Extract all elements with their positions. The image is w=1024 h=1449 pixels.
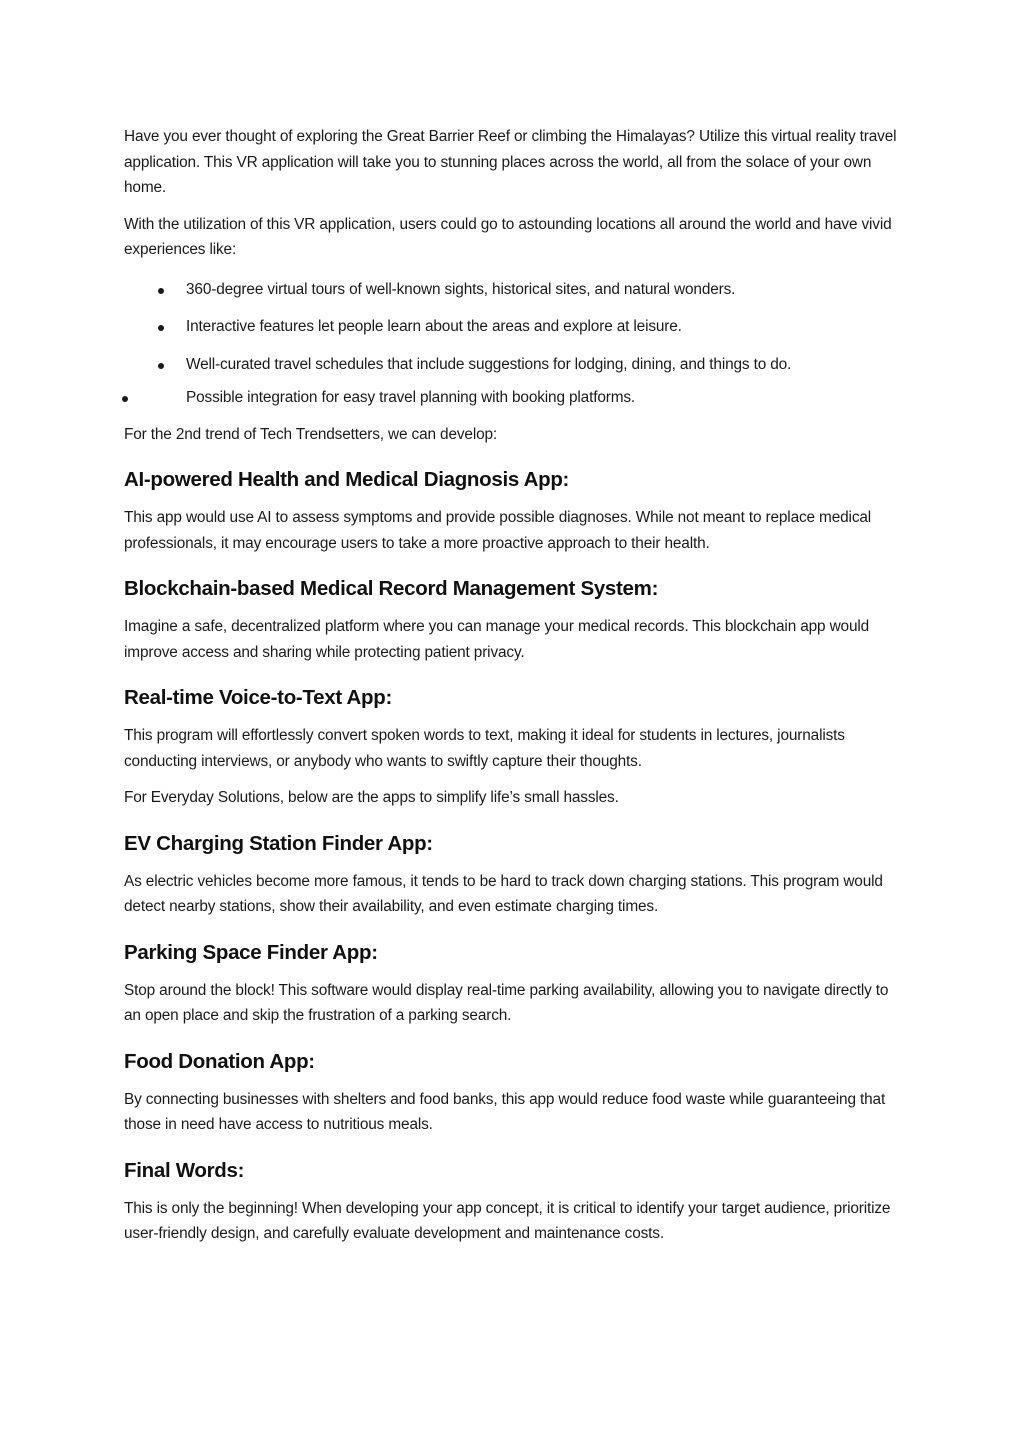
bullet-icon <box>158 288 164 294</box>
bullet-icon <box>158 363 164 369</box>
bullet-text: Well-curated travel schedules that include suggestions for lodging, dining, and things to do. <box>186 355 792 373</box>
section-body-ev-charging: As electric vehicles become more famous, it tends to be hard to track down charging stations. This program would detect nearby stations, show their availability, and even estimate charging times. <box>124 872 883 915</box>
bullet-icon <box>158 325 164 331</box>
document-page <box>124 124 900 1247</box>
section-heading-food-donation: Food Donation App: <box>124 1049 315 1073</box>
list-item <box>124 277 900 303</box>
section-body-parking: Stop around the block! This software would display real-time parking availability, allowing you to navigate directly to an open place and skip the frustration of a parking search. <box>124 981 889 1024</box>
list-item <box>124 385 900 411</box>
section-body-voice-to-text: This program will effortlessly convert spoken words to text, making it ideal for students in lectures, journalists conducting interviews, or anybody who wants to swiftly capture their thoughts. <box>124 727 845 770</box>
trend2-intro: For the 2nd trend of Tech Trendsetters, we can develop: <box>124 425 498 443</box>
section-heading-ev-charging: EV Charging Station Finder App: <box>124 831 433 855</box>
feature-bullet-list <box>124 277 900 411</box>
bullet-text: 360-degree virtual tours of well-known sights, historical sites, and natural wonders. <box>186 280 736 298</box>
section-heading-voice-to-text: Real-time Voice-to-Text App: <box>124 686 392 709</box>
section-body-ai-health: This app would use AI to assess symptoms and provide possible diagnoses. While not meant to replace medical professionals, it may encourage users to take a more proactive approach to their health. <box>124 509 872 552</box>
bullet-text: Possible integration for easy travel planning with booking platforms. <box>186 389 636 406</box>
section-heading-final-words: Final Words: <box>124 1158 245 1182</box>
section-body-blockchain: Imagine a safe, decentralized platform where you can manage your medical records. This blockchain app would improve access and sharing while protecting patient privacy. <box>124 618 870 661</box>
section-body-final-words: This is only the beginning! When developing your app concept, it is critical to identify your target audience, prioritize user-friendly design, and carefully evaluate development and maintenance costs. <box>124 1199 891 1242</box>
intro-paragraph-2: With the utilization of this VR application, users could go to astounding locations all around the world and have vivid experiences like: <box>124 215 892 258</box>
bullet-icon <box>122 396 128 402</box>
list-item <box>124 314 900 340</box>
section-heading-blockchain: Blockchain-based Medical Record Management System: <box>124 577 659 600</box>
intro-paragraph-1: Have you ever thought of exploring the Great Barrier Reef or climbing the Himalayas? Utilize this virtual reality travel application. This VR application will take you to stunning places across the world, all from the solace of your own home. <box>124 128 897 196</box>
everyday-intro: For Everyday Solutions, below are the apps to simplify life’s small hassles. <box>124 789 619 806</box>
list-item <box>124 352 900 378</box>
section-body-food-donation: By connecting businesses with shelters and food banks, this app would reduce food waste while guaranteeing that those in need have access to nutritious meals. <box>124 1090 886 1133</box>
section-heading-ai-health: AI-powered Health and Medical Diagnosis App: <box>124 468 570 491</box>
section-heading-parking: Parking Space Finder App: <box>124 940 378 964</box>
bullet-text: Interactive features let people learn about the areas and explore at leisure. <box>186 318 682 335</box>
